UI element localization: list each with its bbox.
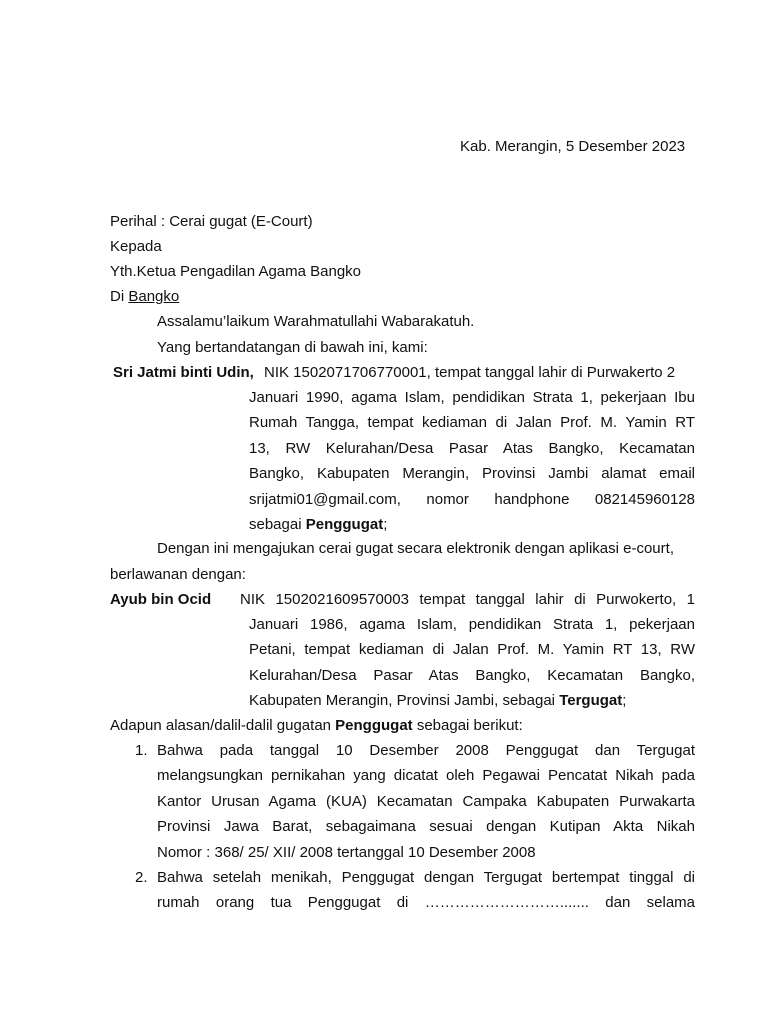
plaintiff-name-text: Sri Jatmi binti Udin, <box>113 364 254 381</box>
plaintiff-details <box>249 385 695 537</box>
greeting: Assalamu’laikum Warahmatullahi Wabarakatuh. <box>157 313 475 330</box>
defendant-detail-line: Januari 1986, agama Islam, pendidikan Strata 1, pekerjaan <box>249 616 695 633</box>
defendant-role-suffix: ; <box>622 692 627 710</box>
defendant-role-prefix: Kabupaten Merangin, Provinsi Jambi, sebagai <box>249 692 560 710</box>
plaintiff-detail-line: Januari 1990, agama Islam, pendidikan Strata 1, pekerjaan Ibu <box>249 389 695 406</box>
reasons-bold: Penggugat <box>335 717 413 734</box>
letter-date: Kab. Merangin, 5 Desember 2023 <box>460 138 686 155</box>
plaintiff-detail-line: srijatmi01@gmail.com, nomor handphone 082145960128 <box>249 490 695 508</box>
defendant-name-text: Ayub bin Ocid <box>110 591 212 608</box>
addressee-place-prefix: Di <box>110 288 129 305</box>
reasons-suffix: sebagai berikut: <box>412 717 523 734</box>
item-text <box>157 865 695 916</box>
addressee-place <box>110 287 179 307</box>
plaintiff-role-suffix: ; <box>383 516 388 534</box>
plaintiff-detail-line: Rumah Tangga, tempat kediaman di Jalan Prof. M. Yamin RT <box>249 414 695 432</box>
defendant-role: Tergugat <box>559 692 623 710</box>
item-number: 2. <box>135 869 148 886</box>
plaintiff-first-line: NIK 1502071706770001, tempat tanggal lahir di Purwakerto 2 <box>264 364 676 381</box>
addressee-place-name: Bangko <box>128 288 180 305</box>
plaintiff-role: Penggugat <box>305 516 384 534</box>
item-line: Kantor Urusan Agama (KUA) Kecamatan Campaka Kabupaten Purwakarta <box>157 792 695 810</box>
plaintiff-name <box>113 363 254 383</box>
defendant-details <box>249 612 695 714</box>
addressee-label: Kepada <box>110 238 162 255</box>
plaintiff-detail-line: 13, RW Kelurahan/Desa Pasar Atas Bangko, Kecamatan <box>249 439 695 457</box>
defendant-first-line: NIK 1502021609570003 tempat tanggal lahir di Purwokerto, 1 <box>240 591 695 608</box>
submission-line-1: Dengan ini mengajukan cerai gugat secara elektronik dengan aplikasi e-court, <box>157 540 674 557</box>
reasons-prefix: Adapun alasan/dalil-dalil gugatan <box>110 717 336 734</box>
item-line: melangsungkan pernikahan yang dicatat oleh Pegawai Pencatat Nikah pada <box>157 767 695 785</box>
plaintiff-role-line <box>249 512 695 537</box>
subject-line: Perihal : Cerai gugat (E-Court) <box>110 213 313 230</box>
intro-line: Yang bertandatangan di bawah ini, kami: <box>157 339 428 356</box>
defendant-name <box>110 590 211 610</box>
defendant-detail-line: Kelurahan/Desa Pasar Atas Bangko, Kecamatan Bangko, <box>249 666 695 684</box>
plaintiff-role-prefix: sebagai <box>249 516 306 534</box>
item-line: rumah orang tua Penggugat di ………………………....... dan selama <box>157 894 695 912</box>
submission-line-2: berlawanan dengan: <box>110 566 246 583</box>
defendant-detail-line: Petani, tempat kediaman di Jalan Prof. M. Yamin RT 13, RW <box>249 641 695 659</box>
defendant-first-line-wrap <box>240 587 695 612</box>
addressee: Yth.Ketua Pengadilan Agama Bangko <box>110 263 362 280</box>
item-line: Provinsi Jawa Barat, sebagaimana sesuai dengan Kutipan Akta Nikah <box>157 818 695 836</box>
item-text <box>157 738 695 865</box>
reasons-heading <box>110 716 523 736</box>
defendant-role-line <box>249 688 695 713</box>
plaintiff-detail-line: Bangko, Kabupaten Merangin, Provinsi Jambi alamat email <box>249 465 695 483</box>
item-number: 1. <box>135 742 148 759</box>
item-line: Bahwa setelah menikah, Penggugat dengan Tergugat bertempat tinggal di <box>157 869 695 886</box>
item-line: Nomor : 368/ 25/ XII/ 2008 tertanggal 10 Desember 2008 <box>157 843 536 861</box>
item-line: Bahwa pada tanggal 10 Desember 2008 Penggugat dan Tergugat <box>157 742 695 759</box>
